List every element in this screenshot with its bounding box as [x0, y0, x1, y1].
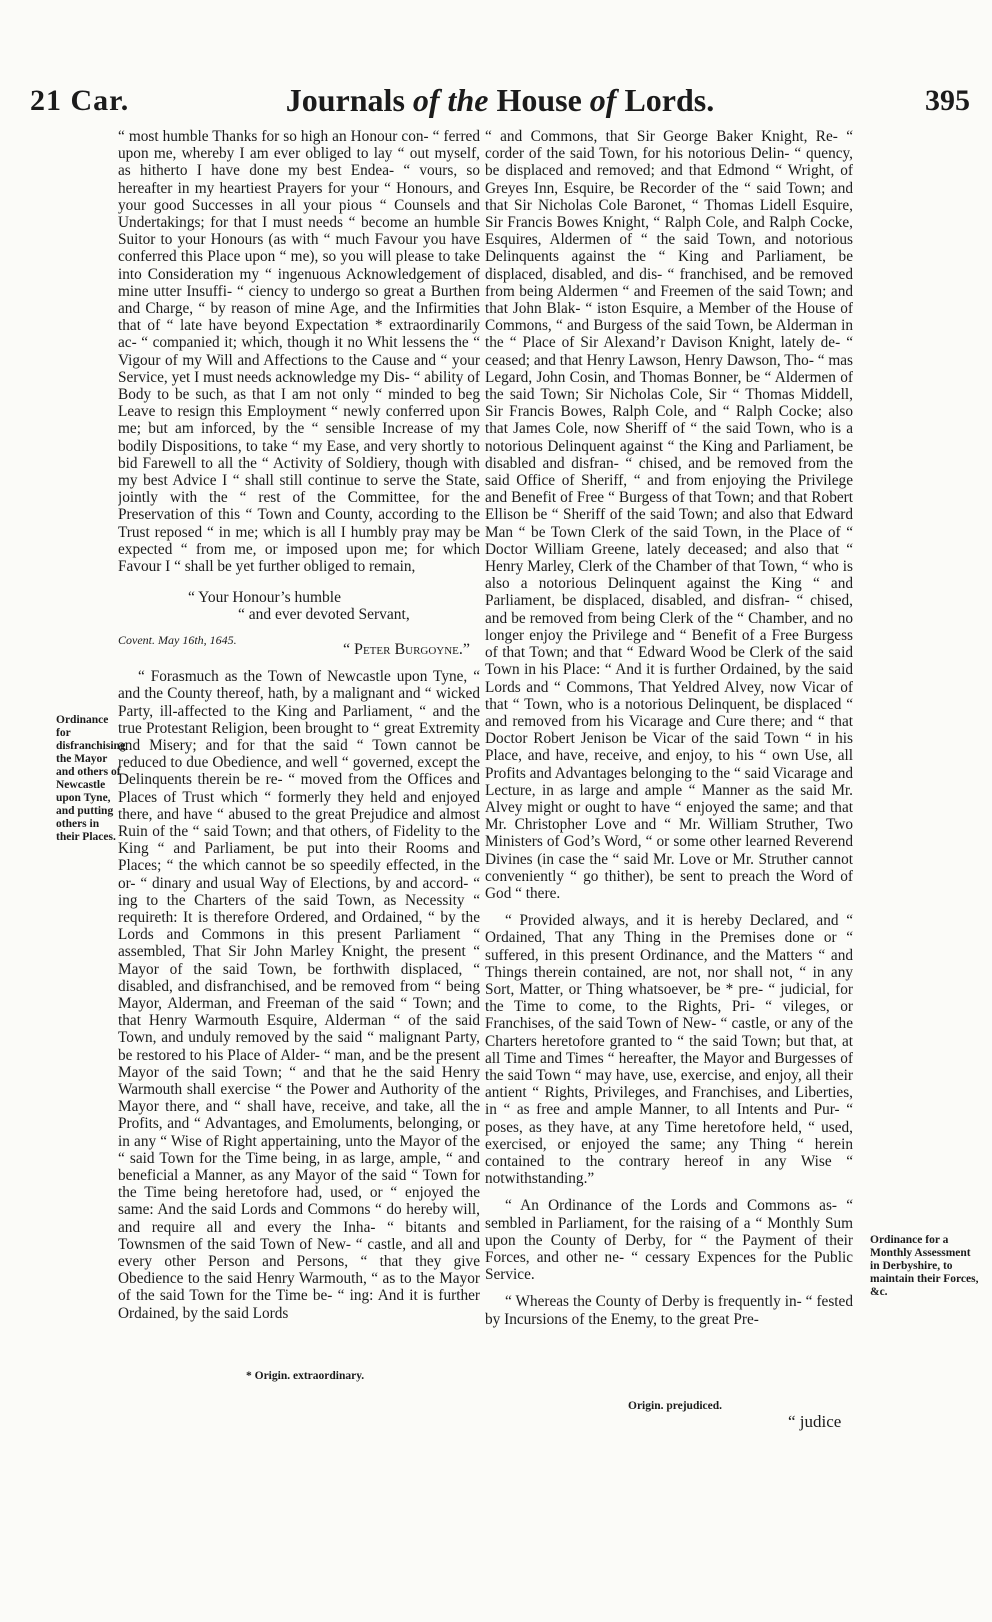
running-title-part: Lords.: [616, 82, 715, 118]
running-title-part: the: [447, 82, 489, 118]
running-title-part: of: [589, 82, 617, 118]
closing-line: “ Your Honour’s humble: [188, 589, 341, 607]
page-number: 395: [925, 84, 970, 117]
closing-line: “ and ever devoted Servant,: [238, 606, 410, 624]
proviso-paragraph: “ Provided always, and it is hereby Declared, and “ Ordained, That any Thing in the Premises done or “ suffered, in this present Ordinance, and the Matters “ and Things therein contained, are not, nor shall not, “ in any Sort, Matter, or Thing whatsoever, be * pre- “ judicial, for the Time to come, to the Rights, Pri- “ vileges, or Franchises, of the said Town of New- “ castle, or any of the Charters heretofore granted to “ the said Town; but that, at all Time and Times “ hereafter, the Mayor and Burgesses of the said Town “ may have, use, exercise, and enjoy, all their antient “ Rights, Privileges, and Franchises, and Liberties, in “ as free and ample Manner, to all Intents and Pur- “ poses, as they have, at any Time heretofore held, “ used, exercised, or enjoyed the same; any Thing “ herein contained to the contrary hereof in any Wise “ notwithstanding.”: [485, 912, 853, 1188]
ordinance-paragraph: “ Forasmuch as the Town of Newcastle upon Tyne, “ and the County thereof, hath, by a malignant and “ wicked Party, ill-affected to the King and Parliament, “ and the true Protestant Religion, been brought to “ great Extremity and Misery; and for that the said “ Town cannot be reduced to due Obedience, and well “ governed, except the Delinquents therein be re- “ moved from the Offices and Places of Trust which “ formerly they held and enjoyed there, and have “ abused to the great Prejudice and almost Ruin of the “ said Town; and that others, of Fidelity to the King “ and Parliament, be put into their Rooms and Places; “ the which cannot be so speedily effected, in the or- “ dinary and usual Way of Elections, by and accord- “ ing to the Charters of the said Town, as Necessity “ requireth: It is therefore Ordered, and Ordained, “ by the Lords and Commons in this present Parliament “ assembled, That Sir John Marley Knight, the present “ Mayor of the said Town, be forthwith displaced, “ disabled, and disfranchised, and be removed from “ being Mayor, Alderman, and Freeman of the said “ Town; and that Henry Warmouth Esquire, Alderman “ of the said Town, and unduly removed by the said “ malignant Party, be restored to his Place of Alder- “ man, and be the present Mayor of the said Town; “ and that he the said Henry Warmouth shall exercise “ the Power and Authority of the Mayor there, and “ shall have, receive, and take, all the Profits, and “ Advantages, and Emoluments, belonging, or in any “ Wise of Right appertaining, unto the Mayor of the “ said Town for the Time being, in as large, ample, “ and beneficial a Manner, as any Mayor of the said “ Town for the Time being heretofore had, used, or “ enjoyed the same: And the said Lords and Commons “ do hereby will, and require all and every the Inha- “ bitants and Townsmen of the said Town of New- “ castle, and all and every other Person and Persons, “ that they give Obedience to the said Henry Warmouth, “ as to the Mayor of the said Town for the Time be- “ ing: And it is further Ordained, by the said Lords: [118, 668, 480, 1322]
catchword: “ judice: [788, 1412, 842, 1431]
derby-ordinance-text: “ Whereas the County of Derby is frequently in- “ fested by Incursions of the Enemy, to the great Pre-: [485, 1293, 853, 1328]
footnote-right: Origin. prejudiced.: [628, 1400, 723, 1412]
right-column: [485, 128, 853, 1568]
running-title: [30, 82, 970, 119]
signature: “ Peter Burgoyne.”: [342, 640, 470, 658]
left-column: [118, 128, 480, 1378]
header-regnal-year: 21 Car.: [30, 84, 130, 117]
margin-note-left: Ordinance for disfranchising the Mayor and others of Newcastle upon Tyne, and putting others in their Places.: [56, 714, 126, 843]
footnote-left: * Origin. extraordinary.: [246, 1370, 365, 1382]
derby-ordinance-title: “ An Ordinance of the Lords and Commons as- “ sembled in Parliament, for the raising of a “ Monthly Sum upon the County of Derby, for “ the Payment of their Forces, and other ne- “ cessary Expences for the Public Service.: [485, 1197, 853, 1284]
letter-closing: [118, 589, 480, 658]
letter-paragraph: “ most humble Thanks for so high an Honour con- “ ferred upon me, whereby I am ever obliged to lay “ out myself, as hitherto I have done my best Endea- “ vours, so hereafter in my heartiest Prayers for your “ Honours, and your good Successes in all your pious “ Counsels and Undertakings; for that I must needs “ become an humble Suitor to your Honours (as with “ much Favour you have conferred this Place upon “ me), so you will please to take into Consideration my “ ingenuous Acknowledgement of mine utter Insuffi- “ ciency to undergo so great a Burthen and Charge, “ by reason of mine Age, and the Infirmities that of “ late have beyond Expectation * extraordinarily ac- “ companied it; which, though it no Whit lessens the “ Vigour of my Will and Affections to the Cause and “ your Service, yet I must needs acknowledge my Dis- “ ability of Body to be such, as that I am not only “ minded to beg Leave to resign this Employment “ newly conferred upon me; but am inforced, by the “ sensible Increase of my bodily Dispositions, to take “ my Ease, and very shortly to bid Farewell to all the “ Activity of Soldiery, though with my best Advice I “ shall still continue to serve the State, jointly with the “ rest of the Committee, for the Preservation of this “ Town and County, according to the Trust reposed “ in me; which is all I humbly pray may be expected “ from me, or imposed upon me; for which Favour I “ shall be yet further obliged to remain,: [118, 128, 480, 576]
page-header: [30, 72, 970, 132]
running-title-part: House: [488, 82, 590, 118]
place-date: Covent. May 16th, 1645.: [118, 632, 237, 647]
continuation-paragraph: “ and Commons, that Sir George Baker Knight, Re- “ corder of the said Town, for his notorious Delin- “ quency, be displaced and removed; and that Edmond “ Wright, of Greyes Inn, Esquire, be Recorder of the “ said Town; and that Sir Nicholas Cole Baronet, “ Thomas Lidell Esquire, Sir Francis Bowes Knight, “ Ralph Cole, and Ralph Cocke, Esquires, Aldermen of “ the said Town, and notorious Delinquents against the “ King and Parliament, be displaced, disabled, and dis- “ franchised, and be removed from being Aldermen “ and Freemen of the said Town; and that John Blak- “ iston Esquire, a Member of the House of Commons, “ and Burgess of the said Town, be Alderman in the “ Place of Sir Alexand’r Davison Knight, lately de- “ ceased; and that Henry Lawson, Henry Dawson, Tho- “ mas Legard, John Cosin, and Thomas Bonner, be “ Aldermen of the said Town; Sir Nicholas Cole, Sir “ Thomas Middell, Sir Francis Bowes, Ralph Cole, and “ Ralph Cocke; also that James Cole, now Sheriff of “ the said Town, who is a notorious Delinquent against “ the King and Parliament, be disabled and disfran- “ chised, and be removed from the said Office of Sheriff, “ and from enjoying the Privilege and Benefit of Free “ Burgess of that Town; and that Robert Ellison be “ Sheriff of the said Town; and also that Edward Man “ be Town Clerk of the said Town, in the Place of “ Doctor William Greene, lately deceased; and also that “ Henry Marley, Clerk of the Chamber of that Town, “ who is also a notorious Delinquent against the King “ and Parliament, be displaced, disabled, and disfran- “ chised, and be removed from being Clerk of the “ Chamber, and no longer enjoy the Privilege and “ Benefit of a Free Burgess of that Town; and that “ Edward Wood be Clerk of the said Town in his Place: “ And it is further Ordained, by the said Lords and “ Commons, That Yeldred Alvey, now Vicar of that “ Town, who is a notorious Delinquent, be displaced “ and removed from his Vicarage and Cure there; and “ that Doctor Robert Jenison be Vicar of the said Town “ in his Place, and have, receive, and enjoy, to his “ own Use, all Profits and Advantages belonging to the “ said Vicarage and Lecture, in as large and ample “ Manner as the said Mr. Alvey might or ought to have “ enjoyed the same; and that Mr. Christopher Love and “ Mr. William Struther, Two Ministers of God’s Word, “ or some other learned Reverend Divines (in case the “ said Mr. Love or Mr. Struther cannot conveniently “ go thither), be sent to preach the Word of God “ there.: [485, 128, 853, 902]
margin-note-right: Ordinance for a Monthly Assessment in Derbyshire, to maintain their Forces, &c.: [870, 1234, 979, 1298]
running-title-part: of: [404, 82, 448, 118]
running-title-part: Journals: [285, 82, 405, 118]
